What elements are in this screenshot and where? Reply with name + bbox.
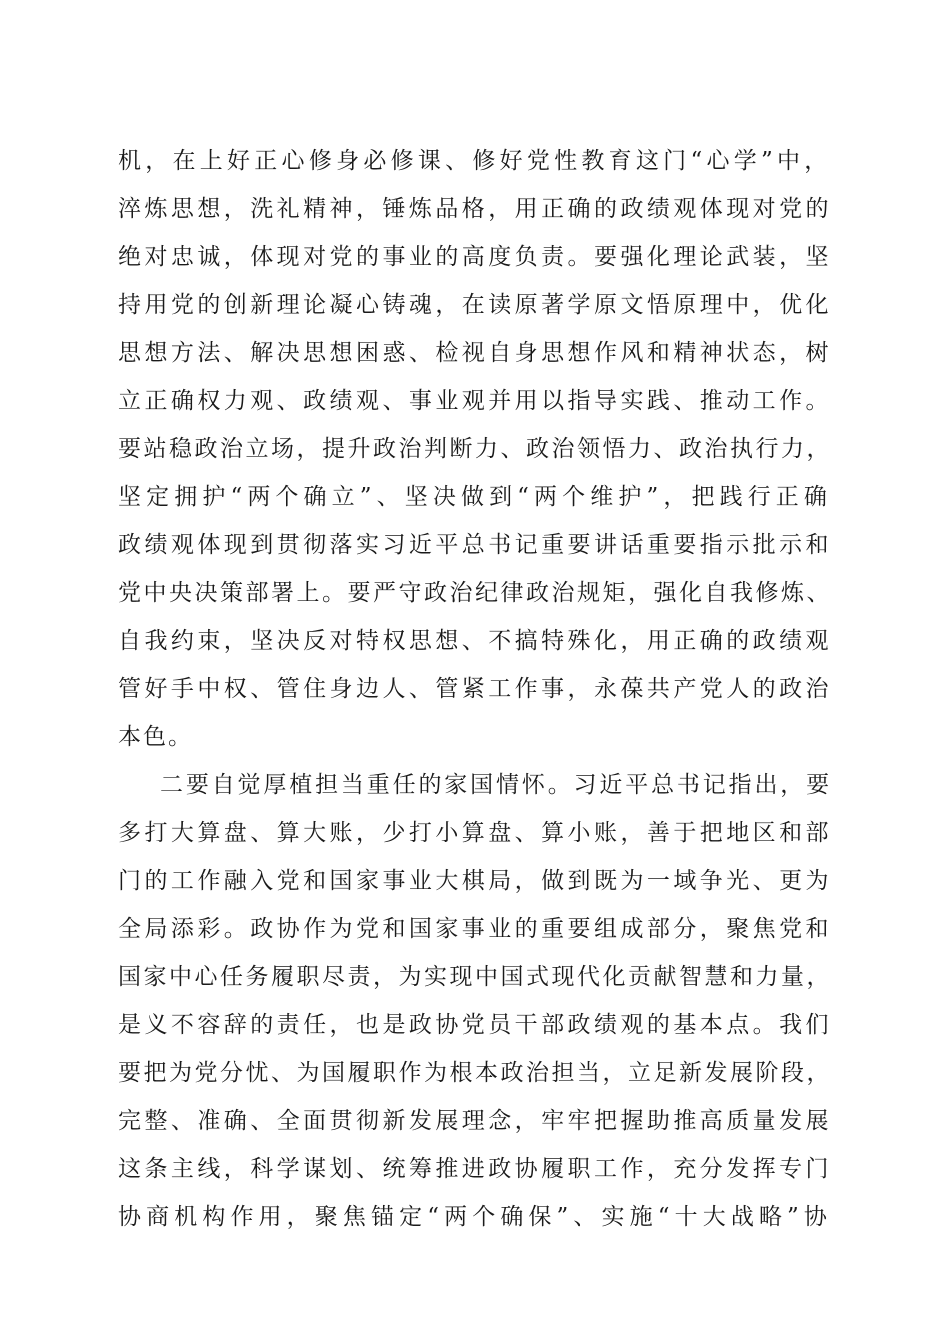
text-line: 国家中心任务履职尽责，为实现中国式现代化贡献智慧和力量， — [118, 964, 832, 990]
text-line: 要站稳政治立场，提升政治判断力、政治领悟力、政治执行力， — [118, 436, 832, 462]
text-line: 淬炼思想，洗礼精神，锤炼品格，用正确的政绩观体现对党的 — [118, 196, 832, 222]
text-line: 绝对忠诚，体现对党的事业的高度负责。要强化理论武装，坚 — [118, 244, 832, 270]
text-line: 要把为党分忧、为国履职作为根本政治担当，立足新发展阶段， — [118, 1060, 832, 1086]
text-line: 完整、准确、全面贯彻新发展理念，牢牢把握助推高质量发展 — [118, 1108, 832, 1134]
text-line: 持用党的创新理论凝心铸魂，在读原著学原文悟原理中，优化 — [118, 292, 832, 318]
text-line: 管好手中权、管住身边人、管紧工作事，永葆共产党人的政治 — [118, 676, 832, 702]
text-line: 政绩观体现到贯彻落实习近平总书记重要讲话重要指示批示和 — [118, 532, 832, 558]
text-line: 坚定拥护“两个确立”、坚决做到“两个维护”，把践行正确 — [118, 484, 833, 510]
text-line: 这条主线，科学谋划、统筹推进政协履职工作，充分发挥专门 — [118, 1156, 832, 1182]
text-line: 自我约束，坚决反对特权思想、不搞特殊化，用正确的政绩观 — [118, 628, 832, 654]
text-line: 是义不容辞的责任，也是政协党员干部政绩观的基本点。我们 — [118, 1012, 832, 1038]
text-line: 多打大算盘、算大账，少打小算盘、算小账，善于把地区和部 — [118, 820, 832, 846]
text-line: 立正确权力观、政绩观、事业观并用以指导实践、推动工作。 — [118, 388, 832, 414]
text-line: 协商机构作用，聚焦锚定“两个确保”、实施“十大战略”协 — [118, 1204, 833, 1230]
paragraph-first-line: 二要自觉厚植担当重任的家国情怀。习近平总书记指出，要 — [160, 772, 832, 798]
text-line: 本色。 — [118, 724, 193, 750]
text-line: 门的工作融入党和国家事业大棋局，做到既为一域争光、更为 — [118, 868, 832, 894]
text-line: 党中央决策部署上。要严守政治纪律政治规矩，强化自我修炼、 — [118, 580, 832, 606]
text-line: 全局添彩。政协作为党和国家事业的重要组成部分，聚焦党和 — [118, 916, 832, 942]
text-line: 思想方法、解决思想困惑、检视自身思想作风和精神状态，树 — [118, 340, 832, 366]
text-line: 机，在上好正心修身必修课、修好党性教育这门“心学”中， — [118, 148, 832, 174]
